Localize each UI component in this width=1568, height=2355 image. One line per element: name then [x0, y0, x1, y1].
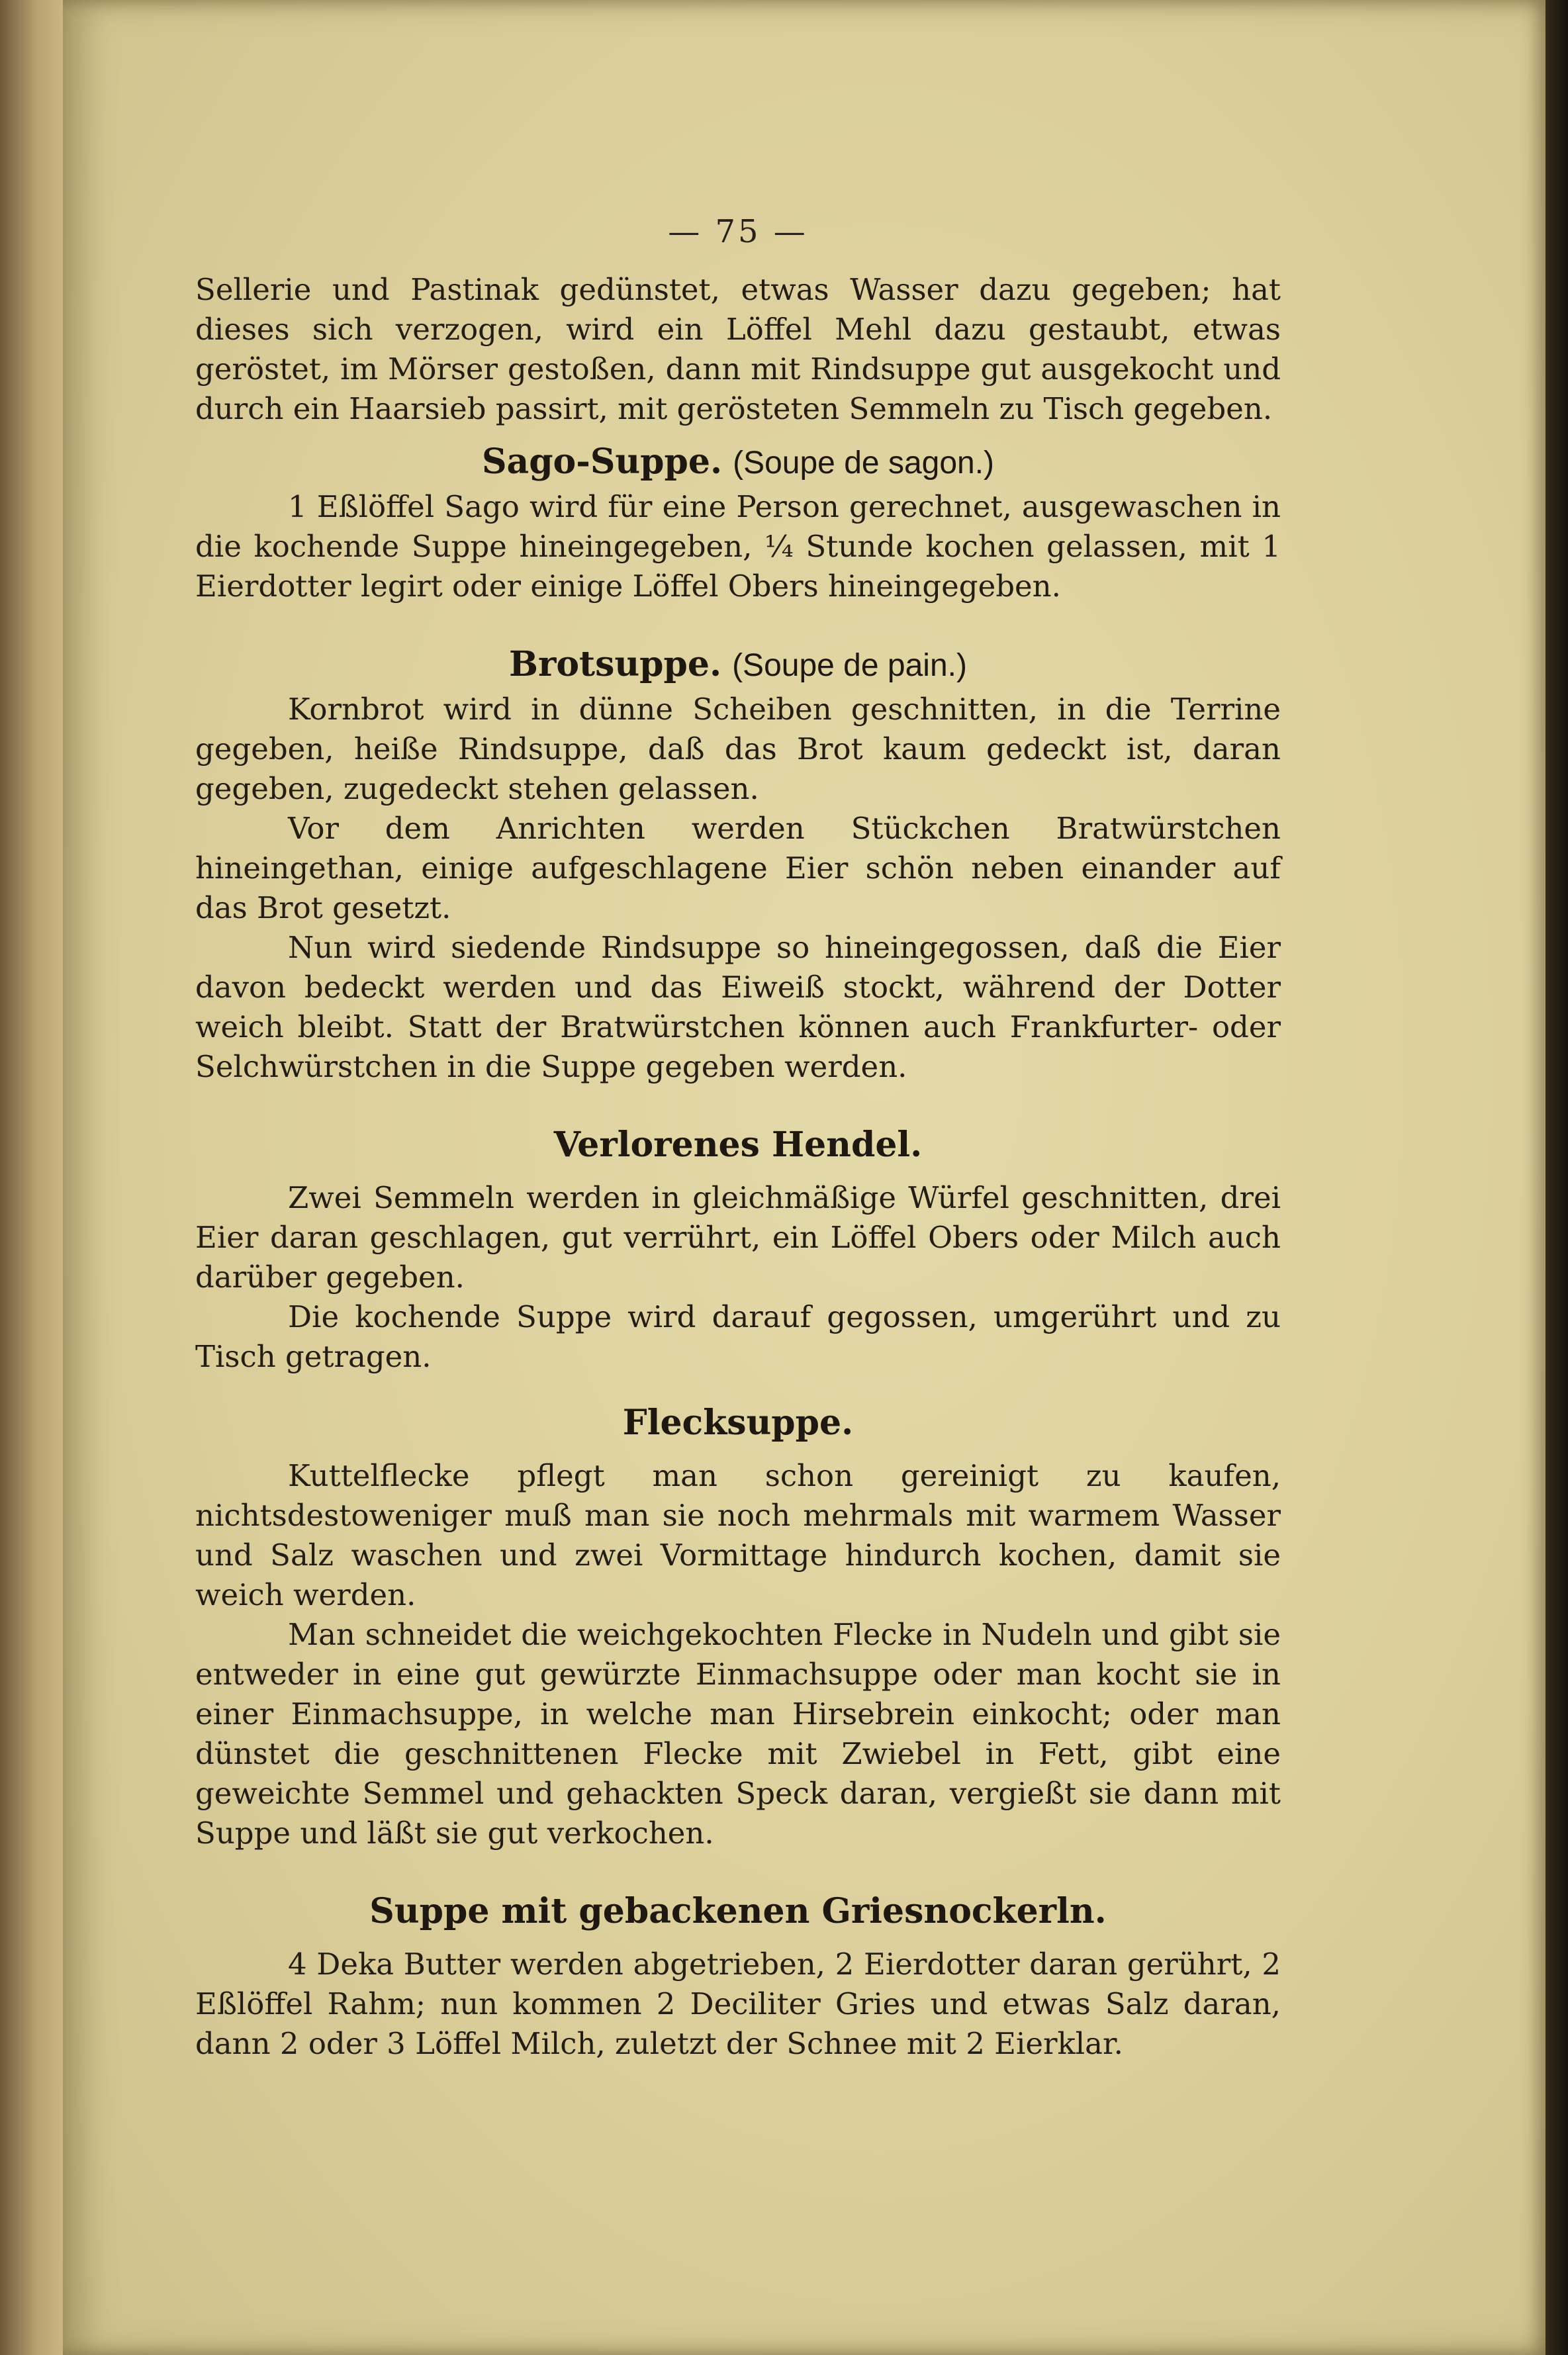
book-page: [63, 0, 1545, 2355]
brot-paragraph-1: Kornbrot wird in dünne Scheiben geschnitten, in die Terrine gegeben, heiße Rindsuppe, daß das Brot kaum gedeckt ist, daran gegeben, zugedeckt stehen gelassen.: [195, 692, 1281, 806]
fleck-paragraph-2: Man schneidet die weichgekochten Flecke in Nudeln und gibt sie entweder in eine gut gewürzte Einmachsuppe oder man kocht sie in einer Einmachsuppe, in welche man Hirsebrein einkocht; oder man dünstet die geschnittenen Flecke mit Zwiebel in Fett, gibt eine geweichte Semmel und gehackten Speck daran, vergießt sie dann mit Suppe und läßt sie gut verkochen.: [195, 1617, 1281, 1851]
hendel-paragraph-2: Die kochende Suppe wird darauf gegossen, umgerührt und zu Tisch getragen.: [195, 1299, 1281, 1374]
brot-heading: [195, 641, 1281, 690]
fleck-heading: Flecksuppe.: [622, 1403, 854, 1443]
page-number: — 75 —: [668, 213, 808, 250]
sago-heading: [195, 438, 1281, 487]
book-edge-left: [0, 0, 69, 2355]
book-edge-right: [1542, 0, 1568, 2355]
brot-paragraph-3: Nun wird siedende Rindsuppe so hineingegossen, daß die Eier davon bedeckt werden und das Eiweiß stockt, während der Dotter weich bleibt. Statt der Bratwürstchen können auch Frankfurter- oder Selchwürstchen in die Suppe gegeben werden.: [195, 930, 1281, 1084]
gries-paragraph-1: 4 Deka Butter werden abgetrieben, 2 Eierdotter daran gerührt, 2 Eßlöffel Rahm; nun kommen 2 Deciliter Gries und etwas Salz daran, dann 2 oder 3 Löffel Milch, zuletzt der Schnee mit 2 Eierklar.: [195, 1947, 1281, 2061]
intro-paragraph: Sellerie und Pastinak gedünstet, etwas Wasser dazu gegeben; hat dieses sich verzogen, wird ein Löffel Mehl dazu gestaubt, etwas geröstet, im Mörser gestoßen, dann mit Rindsuppe gut ausgekocht und durch ein Haarsieb passirt, mit gerösteten Semmeln zu Tisch gegeben.: [195, 272, 1281, 426]
brot-title: Brotsuppe.: [509, 644, 722, 684]
sago-subtitle: (Soupe de sagon.): [733, 445, 995, 481]
fleck-paragraph-1: Kuttelflecke pflegt man schon gereinigt zu kaufen, nichtsdestoweniger muß man sie noch mehrmals mit warmem Wasser und Salz waschen und zwei Vormittage hindurch kochen, damit sie weich werden.: [195, 1458, 1281, 1612]
page-text: [195, 212, 1281, 2064]
hendel-paragraph-1: Zwei Semmeln werden in gleichmäßige Würfel geschnitten, drei Eier daran geschlagen, gut verrührt, ein Löffel Obers oder Milch auch darüber gegeben.: [195, 1180, 1281, 1295]
brot-paragraph-2: Vor dem Anrichten werden Stückchen Bratwürstchen hineingethan, einige aufgeschlagene Eier schön neben einander auf das Brot gesetzt.: [195, 811, 1281, 925]
hendel-heading: Verlorenes Hendel.: [553, 1125, 923, 1165]
gries-heading: Suppe mit gebackenen Griesnockerln.: [369, 1891, 1107, 1931]
brot-subtitle: (Soupe de pain.): [732, 648, 967, 683]
sago-title: Sago-Suppe.: [481, 441, 723, 482]
sago-paragraph-1: 1 Eßlöffel Sago wird für eine Person gerechnet, ausgewaschen in die kochende Suppe hineingegeben, ¼ Stunde kochen gelassen, mit 1 Eierdotter legirt oder einige Löffel Obers hineingegeben.: [195, 489, 1281, 604]
